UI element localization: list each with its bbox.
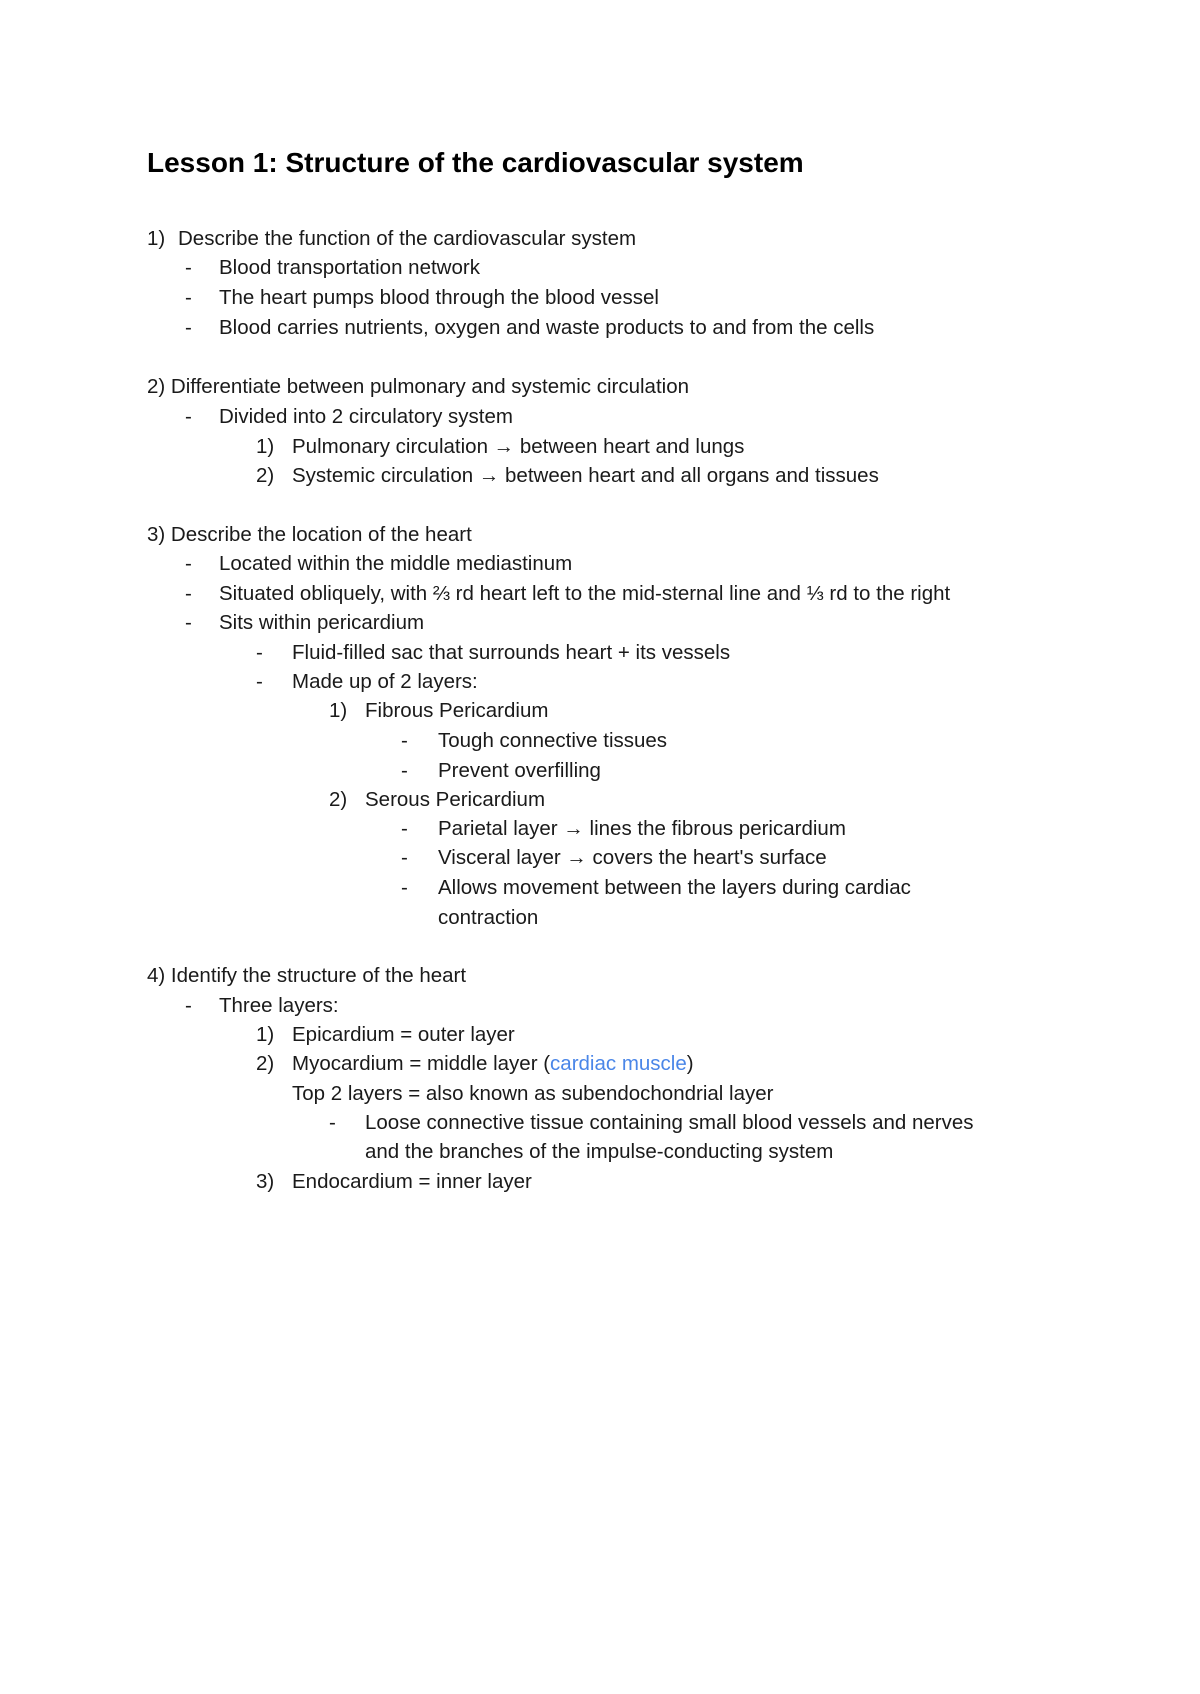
bullet-dash: -: [185, 552, 192, 575]
heading-text: 2) Differentiate between pulmonary and systemic circulation: [147, 375, 689, 398]
cardiac-muscle-link[interactable]: cardiac muscle: [550, 1052, 687, 1075]
item-text: Three layers:: [219, 994, 339, 1017]
item-text-post: ): [686, 1052, 694, 1075]
item-text: Sits within pericardium: [219, 611, 425, 634]
bullet-dash: -: [185, 316, 192, 339]
heading-text: 4) Identify the structure of the heart: [147, 964, 467, 987]
bullet-dash: -: [401, 729, 408, 752]
list-number: 1): [256, 435, 275, 458]
list-number: 1): [329, 699, 348, 722]
bullet-dash: -: [401, 846, 408, 869]
item-text: Serous Pericardium: [365, 788, 546, 811]
list-number: 2): [256, 1052, 275, 1075]
heading-text: Describe the function of the cardiovascular system: [178, 227, 637, 250]
bullet-dash: -: [401, 759, 408, 782]
item-text: Fluid-filled sac that surrounds heart + its vessels: [292, 641, 731, 664]
bullet-dash: -: [185, 611, 192, 634]
item-text: Blood carries nutrients, oxygen and waste products to and from the cells: [219, 316, 875, 339]
item-text: Situated obliquely, with ⅔ rd heart left to the mid-sternal line and ⅓ rd to the right: [219, 582, 951, 605]
item-text: Visceral layer → covers the heart's surface: [438, 846, 827, 869]
item-text: Made up of 2 layers:: [292, 670, 478, 693]
page-title: Lesson 1: Structure of the cardiovascular system: [147, 147, 804, 178]
item-text: [292, 1050, 694, 1078]
item-text: Divided into 2 circulatory system: [219, 405, 513, 428]
bullet-dash: -: [401, 876, 408, 899]
item-text: Located within the middle mediastinum: [219, 552, 573, 575]
bullet-dash: -: [185, 405, 192, 428]
item-text: and the branches of the impulse-conducting system: [365, 1140, 834, 1163]
item-text: Allows movement between the layers during cardiac: [438, 876, 911, 899]
item-text: Fibrous Pericardium: [365, 699, 549, 722]
item-text-pre: Myocardium = middle layer (: [292, 1052, 551, 1075]
heading-text: 3) Describe the location of the heart: [147, 523, 472, 546]
item-text: Loose connective tissue containing small blood vessels and nerves: [365, 1111, 974, 1134]
bullet-dash: -: [401, 817, 408, 840]
bullet-dash: -: [185, 994, 192, 1017]
item-text: Systemic circulation → between heart and all organs and tissues: [292, 464, 879, 487]
item-text: Blood transportation network: [219, 256, 480, 279]
list-number: 1): [147, 227, 166, 250]
bullet-dash: -: [185, 256, 192, 279]
bullet-dash: -: [185, 582, 192, 605]
item-text: Pulmonary circulation → between heart and lungs: [292, 435, 745, 458]
item-text: Parietal layer → lines the fibrous pericardium: [438, 817, 846, 840]
note-text: Top 2 layers = also known as subendochondrial layer: [292, 1082, 774, 1105]
item-text: The heart pumps blood through the blood vessel: [219, 286, 659, 309]
item-text: Epicardium = outer layer: [292, 1023, 515, 1046]
item-text: contraction: [438, 906, 539, 929]
item-text: Endocardium = inner layer: [292, 1170, 532, 1193]
list-number: 2): [256, 464, 275, 487]
item-text: Prevent overfilling: [438, 759, 601, 782]
bullet-dash: -: [256, 670, 263, 693]
list-number: 2): [329, 788, 348, 811]
list-number: 3): [256, 1170, 275, 1193]
bullet-dash: -: [185, 286, 192, 309]
bullet-dash: -: [256, 641, 263, 664]
list-number: 1): [256, 1023, 275, 1046]
item-text: Tough connective tissues: [438, 729, 668, 752]
bullet-dash: -: [329, 1111, 336, 1134]
